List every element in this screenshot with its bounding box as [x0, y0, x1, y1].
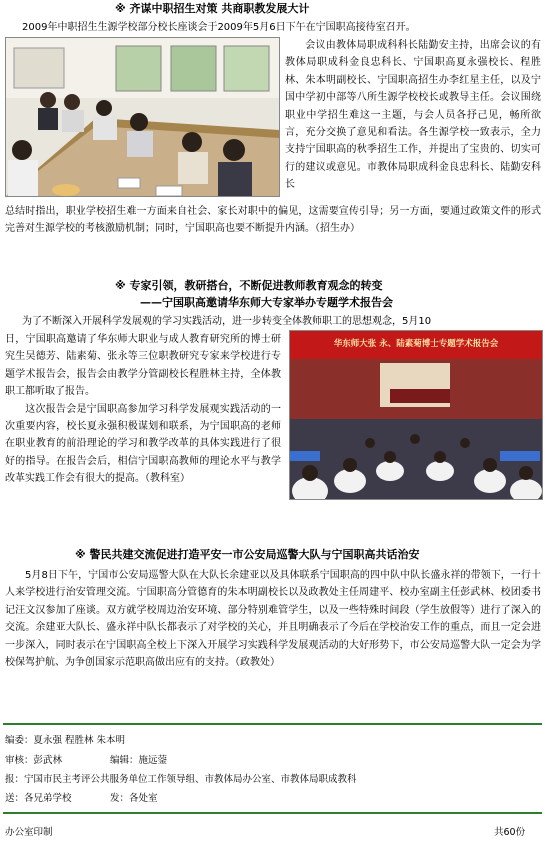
colophon-send: 送：各兄弟学校	[5, 793, 72, 804]
article3-body	[5, 567, 541, 671]
article3-title: ※ 警民共建交流促进打造平安一市公安局巡警大队与宁国职高共话治安	[75, 548, 420, 561]
colophon-reviewer: 审核：彭武林	[5, 755, 63, 766]
footer-printer: 办公室印制	[5, 827, 53, 838]
colophon-send-to: 报：宁国市民主考评公共服务单位工作领导组、市教体局办公室、市教体局职成教科	[5, 774, 357, 785]
lecture-photo-illustration	[290, 331, 542, 499]
colophon-bottom-rule	[3, 812, 542, 814]
footer-copies: 共60份	[494, 827, 526, 838]
article1-body-full: 总结时指出，职业学校招生难一方面来自社会、家长对职中的偏见，这需要宣传引导；另一方面，要通过政策文件的形式完善对生源学校的考核激励机制；同时，宁国职高也要不断提升内涵。（招生办）	[5, 206, 541, 235]
article2-body	[5, 331, 281, 488]
colophon-distribute: 发：各处室	[110, 793, 158, 804]
lecture-photo	[289, 330, 543, 500]
article1-title: ※ 齐谋中职招生对策 共商职教发展大计	[115, 2, 310, 15]
meeting-photo-illustration	[6, 38, 279, 196]
article2-para1: 日，宁国职高邀请了华东师大职业与成人教育研究所的博士研究生吴德芳、陆素菊、张永等三位职教研究专家来学校进行专题学术报告会，报告会由教学分管副校长程胜林主持，全体教职工都听取了报告。	[5, 334, 281, 398]
article1-body-right	[285, 37, 541, 194]
article2-subtitle: ——宁国职高邀请华东师大专家举办专题学术报告会	[140, 296, 393, 309]
colophon-top-rule	[3, 723, 542, 725]
colophon-editor: 编辑：施远蓥	[110, 755, 168, 766]
article2-para2: 这次报告会是宁国职高参加学习科学发展观实践活动的一次重要内容，校长夏永强积极谋划和联系，为宁国职高的老师在职业教育的前沿理论的学习和教学改革的具体实践进行了很好的指导。在报告会后，相信宁国职高教师的理论水平与教学改革实践工作会有很大的提高。（教科室）	[5, 403, 281, 485]
article2-title: ※ 专家引领，教研搭台，不断促进教师教育观念的转变	[115, 279, 383, 292]
article1-body-right-text: 会议由教体局职成科科长陆勤安主持，出席会议的有教体局职成科金良忠科长、宁国职高夏永强校长、程胜林、朱本明副校长、宁国职高招生办李红星主任，以及宁国中学初中部等八所生源学校校长或教导主任。会议围绕职业中学招生难这一主题，与会人员各抒己见，畅所欲言，充分交换了意见和看法。各生源学校一致表示，全力支持宁国职高的秋季招生工作，并提出了宝贵的、切实可行的建议或意见。市教体局职成科金良忠科长、陆勤安科长	[285, 40, 541, 191]
meeting-photo	[5, 37, 280, 197]
colophon-editors: 编委：夏永强 程胜林 朱本明	[5, 735, 126, 746]
article1-lead: 2009年中职招生生源学校部分校长座谈会于2009年5月6日下午在宁国职高接待室召开。	[22, 22, 416, 33]
article2-lead: 为了不断深入开展科学发展观的学习实践活动，进一步转变全体教师职工的思想观念，5月10	[22, 316, 432, 327]
article3-para: 5月8日下午，宁国市公安局巡警大队在大队长余建亚以及具体联系宁国职高的四中队中队长盛永祥的带领下，一行十人来学校进行治安管理交流。宁国职高分管德育的朱本明副校长以及政教处主任周建平、校办室副主任彭武林、校团委书记汪文汉参加了座谈。双方就学校周边治安环境、部分特别难管学生，以及一些特殊时间段（学生放假等）进行了深入的交流。余建亚大队长、盛永祥中队长都表示了对学校的关心，并且明确表示了今后在学校治安工作的重点，而且一定会进一步深入，同时表示在宁国职高全校上下深入开展学习实践科学发展观活动的大好形势下，市公安局巡警大队一定会为学校保驾护航、为争创国家示范职高做出应有的支持。（政教处）	[5, 570, 541, 669]
lecture-banner: 华东师大张 永、陆素菊博士专题学术报告会	[333, 339, 499, 349]
